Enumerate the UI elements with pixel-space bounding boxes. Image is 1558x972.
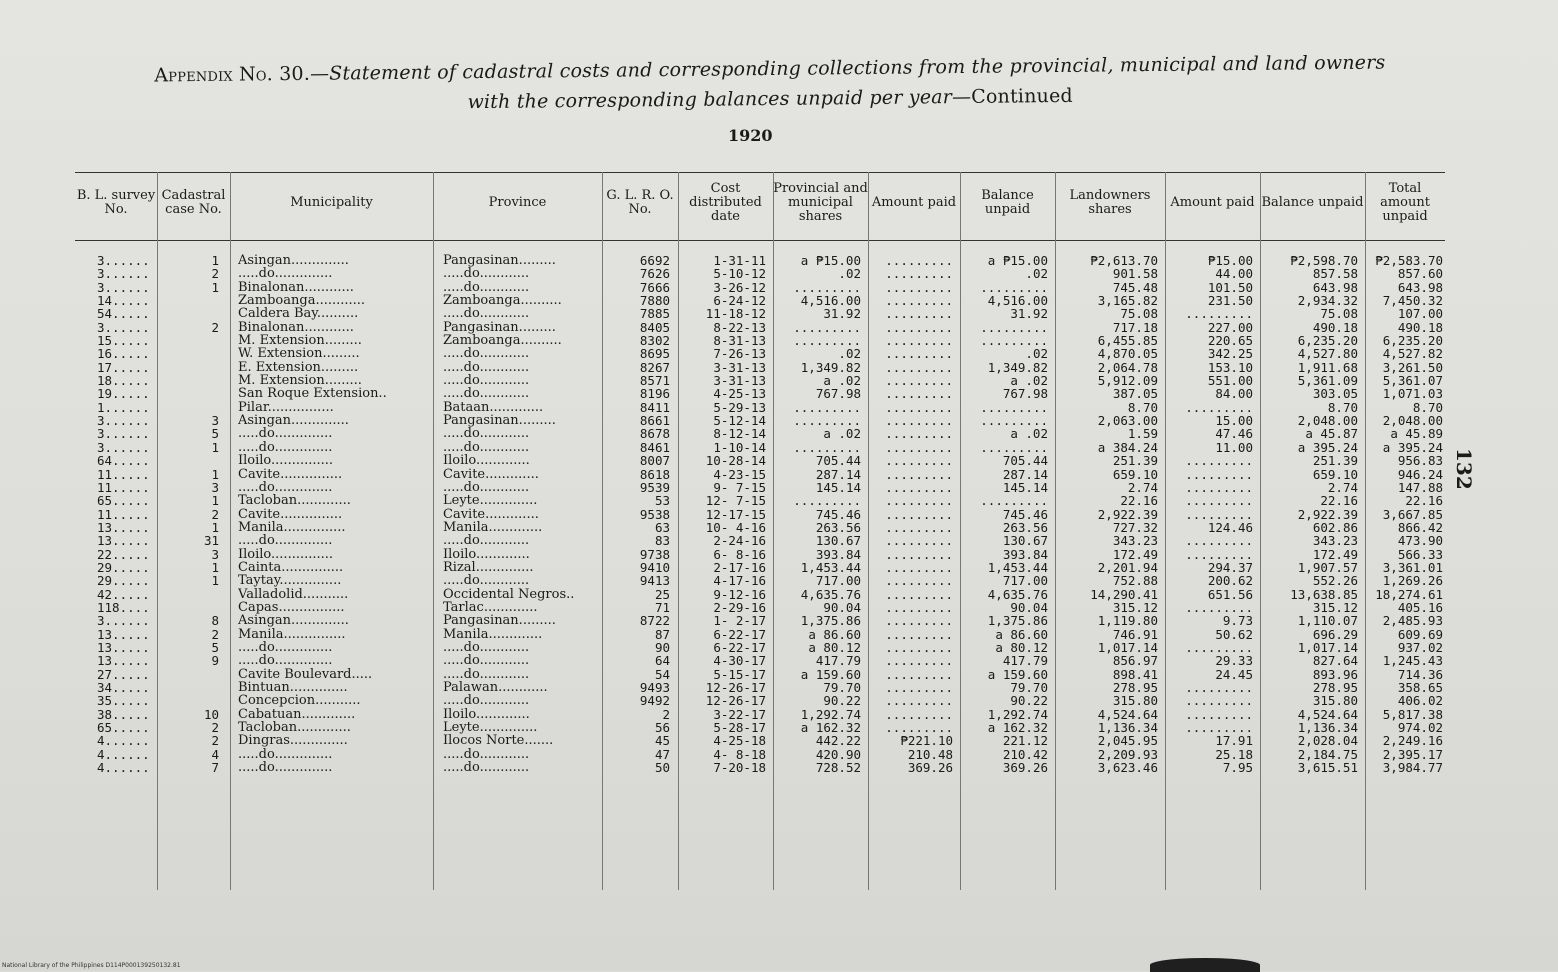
column-divider xyxy=(230,172,231,890)
column-cost-date: 1-31-11 5-10-12 3-26-12 6-24-12 11-18-12 8-22-13 8-31-13 7-26-13 3-31-13 3-31-13 4-25-13 5-29-13 5-12-14 8-12-14 1-10-14 10-28-14 4-23-15 9- 7-15 12- 7-15 12-17-15 10- 4-16 2-24-16 6- 8-16 2-17-16 4-17-16 9-12-16 2-29-16 1- 2-17 6-22-17 6-22-17 4-30-17 5-15-17 12-26-17 12-26-17 3-22-17 5-28-17 4-25-18 4- 8-18 7-20-18 xyxy=(705,253,766,776)
footer-credit: National Library of the Philippines D114P000139250132.81 xyxy=(2,962,181,969)
header-survey-no: B. L. survey No. xyxy=(76,188,156,217)
header-amount-paid-2: Amount paid xyxy=(1170,195,1255,210)
header-landowners-shares: Landowners shares xyxy=(1069,188,1151,217)
header-provincial-shares: Provincial and municipal shares xyxy=(773,181,868,224)
page-number: 132 xyxy=(1452,448,1476,490)
title-text: —Statement of cadastral costs and corresponding collections from the provincial, municipal and land owners xyxy=(309,51,1386,85)
column-province: Pangasinan......... .....do............ .....do............ Zamboanga.......... .....do............ Pangasinan......... Zamboanga.......... .....do............ .....do............ .....do............ .....do............ Bataan............. Pangasinan......... .....do............ .....do............ Iloilo............. Cavite............. .....do............ Leyte.............. Cavite............. Manila............. .....do............ Iloilo............. Rizal.............. .....do............ Occidental Negros.. Tarlac............. Pangasinan......... Manila............. .....do............ .....do............ .....do............ Palawan............ .....do............ Iloilo............. Leyte.............. Ilocos Norte....... .....do............ .....do............ xyxy=(443,254,575,775)
column-amount-paid-2: ₱15.00 44.00 101.50 231.50 ......... 227.00 220.65 342.25 153.10 551.00 84.00 ......... 15.00 47.46 11.00 ......... ......... ......... ......... ......... 124.46 ......... ......... 294.37 200.62 651.56 ......... 9.73 50.62 ......... 29.33 24.45 ......... ......... ......... ......... 17.91 25.18 7.95 xyxy=(1185,253,1253,776)
header-balance-unpaid: Balance unpaid xyxy=(981,188,1034,217)
header-glro-no: G. L. R. O. No. xyxy=(606,188,674,217)
column-total-unpaid: ₱2,583.70 857.60 643.98 7,450.32 107.00 490.18 6,235.20 4,527.82 3,261.50 5,361.07 1,071.03 8.70 2,048.00 a 45.89 a 395.24 956.83 946.24 147.88 22.16 3,667.85 866.42 473.90 566.33 3,361.01 1,269.26 18,274.61 405.16 2,485.93 609.69 937.02 1,245.43 714.36 358.65 406.02 5,817.38 974.02 2,249.16 2,395.17 3,984.77 xyxy=(1375,253,1443,776)
column-balance-unpaid: a ₱15.00 .02 ......... 4,516.00 31.92 ......... ......... .02 1,349.82 a .02 767.98 ......... ......... a .02 ......... 705.44 287.14 145.14 ......... 745.46 263.56 130.67 393.84 1,453.44 717.00 4,635.76 90.04 1,375.86 a 86.60 a 80.12 417.79 a 159.60 79.70 90.22 1,292.74 a 162.32 221.12 210.42 369.26 xyxy=(980,253,1048,776)
column-survey-no: 3...... 3...... 3...... 14..... 54..... 3...... 15..... 16..... 17..... 18..... 19..... 1...... 3...... 3...... 3...... 64..... 11..... 11..... 65..... 11..... 13..... 13..... 22..... 29..... 29..... 42..... 118.... 3...... 13..... 13..... 13..... 27..... 34..... 35..... 38..... 65..... 4...... 4...... 4...... xyxy=(97,253,150,776)
column-landowners-shares: ₱2,613.70 901.58 745.48 3,165.82 75.08 717.18 6,455.85 4,870.05 2,064.78 5,912.09 387.05 8.70 2,063.00 1.59 a 384.24 251.39 659.10 2.74 22.16 2,922.39 727.32 343.23 172.49 2,201.94 752.88 14,290.41 315.12 1,119.80 746.91 1,017.14 856.97 898.41 278.95 315.80 4,524.64 1,136.34 2,045.95 2,209.93 3,623.46 xyxy=(1090,253,1158,776)
header-balance-unpaid-2: Balance unpaid xyxy=(1261,195,1364,210)
title-tail: —Continued xyxy=(951,84,1073,109)
header-total-unpaid: Total amount unpaid xyxy=(1380,181,1430,224)
page-title xyxy=(80,47,1461,121)
column-municipality: Asingan.............. .....do.............. Binalonan............ Zamboanga............ Caldera Bay.......... Binalonan............ M. Extension......... W. Extension......... E. Extension......... M. Extension......... San Roque Extension.. Pilar................ Asingan.............. .....do.............. .....do.............. Iloilo............... Cavite............... .....do.............. Tacloban............. Cavite............... Manila............... .....do.............. Iloilo............... Cainta............... Taytay............... Valladolid........... Capas................ Asingan.............. Manila............... .....do.............. .....do.............. Cavite Boulevard..... Bintuan.............. Concepcion........... Cabatuan............. Tacloban............. Dingras.............. .....do.............. .....do.............. xyxy=(238,254,387,775)
cadastral-table xyxy=(75,172,1445,892)
column-amount-paid: ......... ......... ......... ......... ......... ......... ......... ......... ......... ......... ......... ......... ......... ......... ......... ......... ......... ......... ......... ......... ......... ......... ......... ......... ......... ......... ......... ......... ......... ......... ......... ......... ......... ......... ......... ......... ₱221.10 210.48 369.26 xyxy=(885,253,953,776)
year-heading: 1920 xyxy=(728,126,773,145)
column-provincial-shares: a ₱15.00 .02 ......... 4,516.00 31.92 ......... ......... .02 1,349.82 a .02 767.98 ......... ......... a .02 ......... 705.44 287.14 145.14 ......... 745.46 263.56 130.67 393.84 1,453.44 717.00 4,635.76 90.04 1,375.86 a 86.60 a 80.12 417.79 a 159.60 79.70 90.22 1,292.74 a 162.32 442.22 420.90 728.52 xyxy=(793,253,861,776)
header-amount-paid: Amount paid xyxy=(871,195,957,210)
column-glro-no: 6692 7626 7666 7880 7885 8405 8302 8695 8267 8571 8196 8411 8661 8678 8461 8007 8618 9539 53 9538 63 83 9738 9410 9413 25 71 8722 87 90 64 54 9493 9492 2 56 45 47 50 xyxy=(639,253,670,776)
header-municipality: Municipality xyxy=(290,195,373,210)
column-cadastral-case: 1 2 1 2 3 5 1 1 3 1 2 1 31 3 1 1 8 2 5 9 10 2 2 4 7 xyxy=(203,253,219,776)
header-cost-date: Cost distributed date xyxy=(689,181,762,224)
title-lead: Appendix No. 30. xyxy=(154,62,311,87)
column-divider xyxy=(433,172,434,890)
header-province: Province xyxy=(488,195,547,210)
title-line2: with the corresponding balances unpaid per year xyxy=(467,86,953,114)
scan-smudge xyxy=(1150,958,1260,972)
header-cadastral-case: Cadastral case No. xyxy=(161,188,226,217)
column-balance-unpaid-2: ₱2,598.70 857.58 643.98 2,934.32 75.08 490.18 6,235.20 4,527.80 1,911.68 5,361.09 303.05 8.70 2,048.00 a 45.87 a 395.24 251.39 659.10 2.74 22.16 2,922.39 602.86 343.23 172.49 1,907.57 552.26 13,638.85 315.12 1,110.07 696.29 1,017.14 827.64 893.96 278.95 315.80 4,524.64 1,136.34 2,028.04 2,184.75 3,615.51 xyxy=(1290,253,1358,776)
